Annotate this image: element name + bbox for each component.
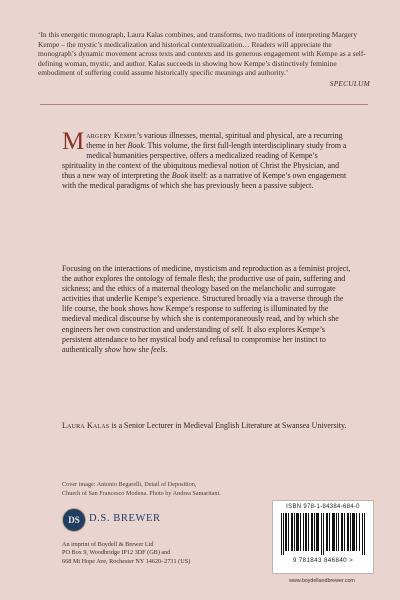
divider-rule — [40, 104, 368, 105]
publisher-name: D.S. BREWER — [89, 513, 161, 524]
isbn-digits: 9 781843 846840 > — [292, 557, 354, 564]
review-quote-text: ‘In this energetic monograph, Laura Kalas combines, and transforms, two traditions of interpreting Margery Kempe – the mystic’s medicalization and historical contextualization… Readers will appreciate the monograph’s dynamic movement across texts and contexts and its generous engagement with Kempe as a self-defining woman, mystic, and author. Kalas succeeds in showing how Kempe’s distinctively feminine embodiment of suffering could assume historically specific meanings and authority.’ — [38, 30, 366, 78]
author-subject-name: argery Kempe — [86, 131, 137, 140]
review-source: SPECULUM — [329, 78, 370, 88]
description-paragraph-2: Focusing on the interactions of medicine, mysticism and reproduction as a feminist project, the author explores the ontology of female flesh; the productive use of pain, suffering and sickness; and the ethics of a maternal theology based on the melancholic and surrogate activities that underlie Kempe’s experience. Structured broadly via a traverse through the life course, the book shows how Kempe’s response to suffering is illuminated by the medieval medical discourse by which she is contemporaneously read, and by which she engineers her own construction and understanding of self. It also explores Kempe’s persistent attendance to her mystical body and refusal to compromise her instinct to authentically show how she feels. — [62, 264, 351, 354]
author-bio: Laura Kalas is a Senior Lecturer in Medieval English Literature at Swansea University. — [62, 421, 347, 430]
publisher-logo — [62, 508, 172, 534]
publisher-seal-icon: DS — [62, 508, 86, 532]
isbn-barcode-box — [272, 500, 374, 574]
isbn-label: ISBN 978-1-84384-684-0 — [286, 504, 360, 510]
imprint-address: An imprint of Boydell & Brewer Ltd PO Box 9, Woodbridge IP12 3DF (GB) and 668 Mt Hope Ave, Rochester NY 14620–2731 (US) — [62, 541, 191, 565]
barcode-icon — [281, 513, 365, 555]
publisher-website: www.boydellandbrewer.com — [289, 578, 355, 584]
review-quote — [38, 30, 370, 89]
drop-cap: M — [62, 128, 85, 155]
cover-image-credit: Cover image: Antonio Begarelli, Detail of Deposition, Church of San Francesco Modena. Photo by Andrea Samaritani. — [62, 481, 221, 497]
isbn-addon-mark: > — [349, 557, 354, 564]
author-name: Laura Kalas — [62, 421, 110, 430]
description-paragraph-1: Margery Kempe’s various illnesses, mental, spiritual and physical, are a recurring theme in her Book. This volume, the first full-length interdisciplinary study from a medical humanities perspective, offers a medicalized reading of Kempe’s spirituality in the context of the ubiquitous medieval notion of Christ the Physician, and thus a new way of interpreting the Book itself: as a narrative of Kempe’s own engagement with the medical paradigms of which she has previously been a passive subject. — [62, 128, 347, 191]
